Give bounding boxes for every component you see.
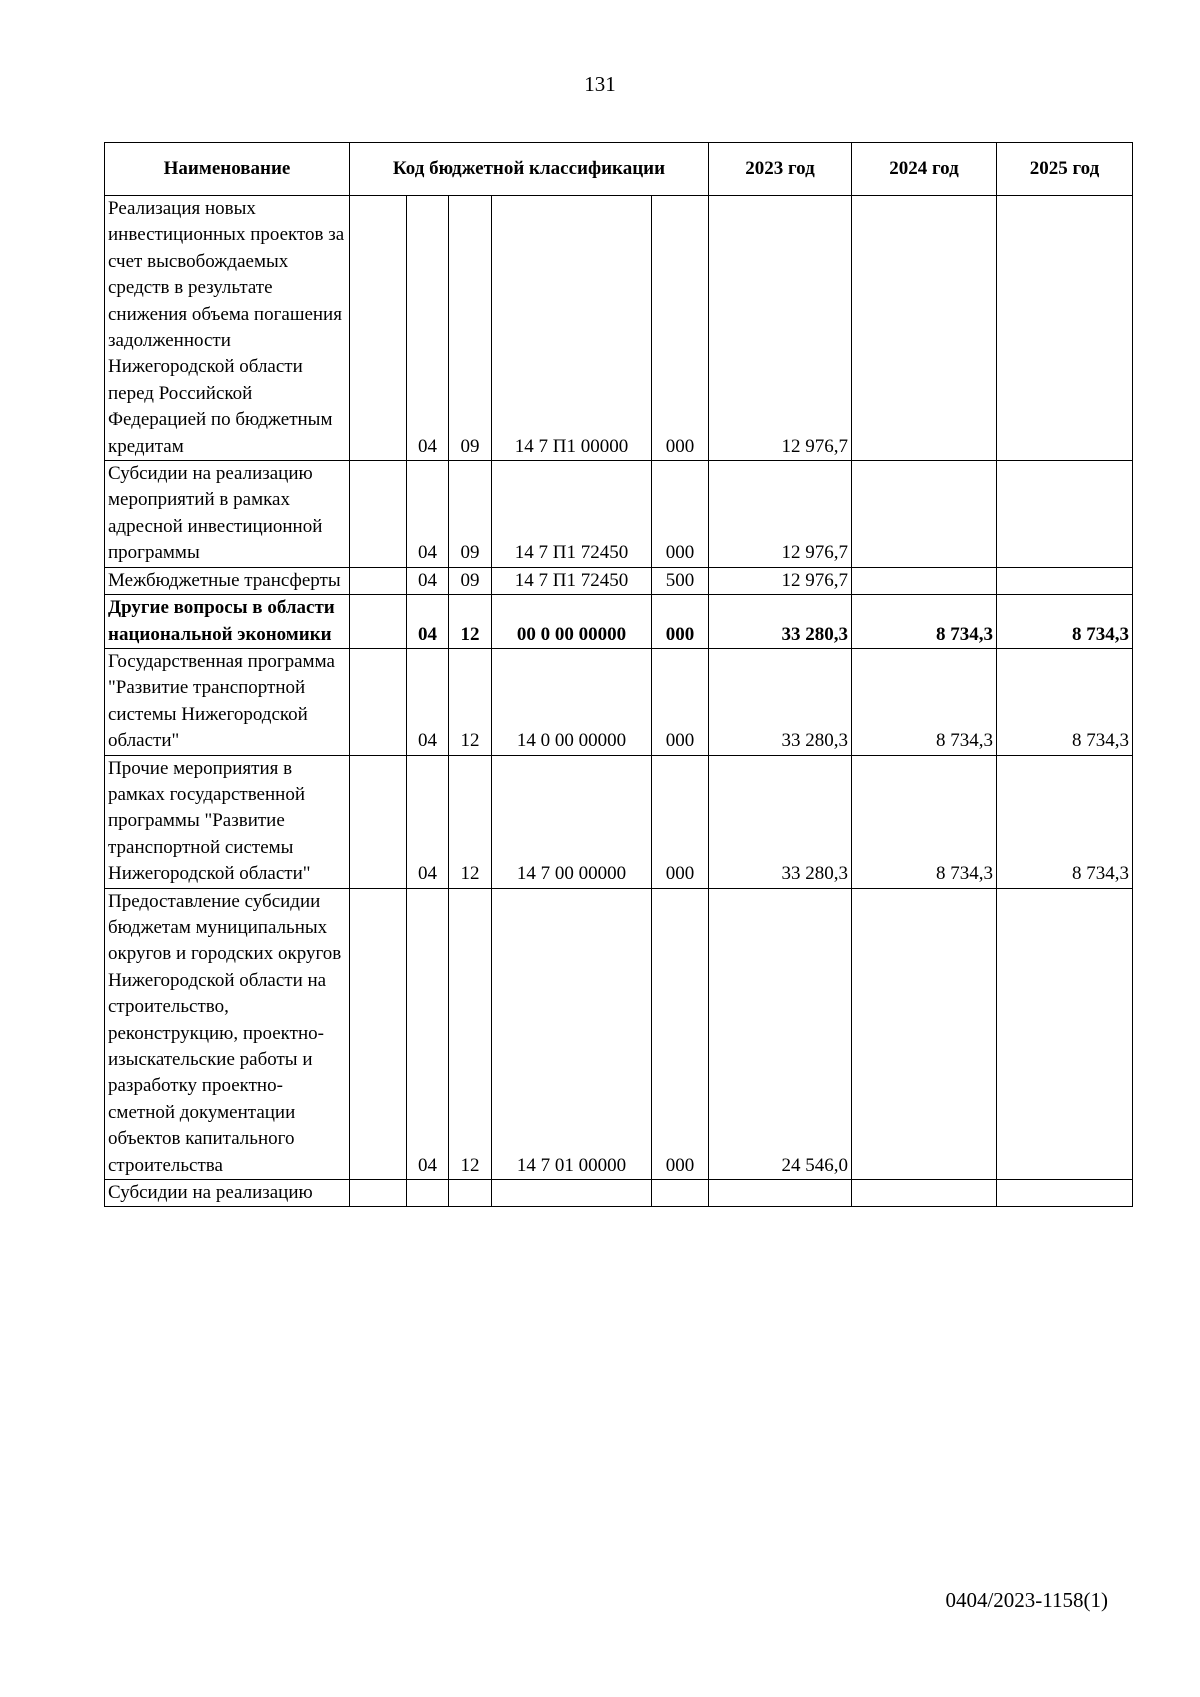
table-row [105, 755, 1133, 888]
value-2023: 33 280,3 [709, 648, 852, 755]
document-id: 0404/2023-1158(1) [945, 1588, 1108, 1612]
code-subsection [449, 1180, 492, 1207]
table-row [105, 196, 1133, 461]
row-name: Другие вопросы в области национальной экономики [105, 595, 350, 649]
code-section [407, 1180, 449, 1207]
table-row [105, 595, 1133, 649]
code-expense-type: 000 [652, 196, 709, 461]
header-code: Код бюджетной классификации [350, 143, 709, 196]
value-2025: 8 734,3 [997, 648, 1133, 755]
code-subsection: 12 [449, 595, 492, 649]
value-2023: 12 976,7 [709, 567, 852, 594]
row-name: Государственная программа "Развитие транспортной системы Нижегородской области" [105, 648, 350, 755]
value-2025: 8 734,3 [997, 595, 1133, 649]
code-section: 04 [407, 755, 449, 888]
code-section: 04 [407, 196, 449, 461]
code-target-article: 14 7 П1 72450 [492, 461, 652, 568]
code-target-article: 14 7 01 00000 [492, 888, 652, 1179]
value-2025: 8 734,3 [997, 755, 1133, 888]
row-name: Межбюджетные трансферты [105, 567, 350, 594]
code-target-article: 14 7 П1 72450 [492, 567, 652, 594]
value-2023: 12 976,7 [709, 461, 852, 568]
value-2024 [852, 1180, 997, 1207]
row-name: Субсидии на реализацию мероприятий в рамках адресной инвестиционной программы [105, 461, 350, 568]
value-2024 [852, 196, 997, 461]
code-col-0 [350, 595, 407, 649]
value-2024: 8 734,3 [852, 755, 997, 888]
value-2024 [852, 567, 997, 594]
header-row [105, 143, 1133, 196]
code-section: 04 [407, 648, 449, 755]
code-section: 04 [407, 567, 449, 594]
table-row [105, 1180, 1133, 1207]
table-row [105, 567, 1133, 594]
code-target-article: 14 7 00 00000 [492, 755, 652, 888]
header-2025: 2025 год [997, 143, 1133, 196]
value-2024: 8 734,3 [852, 648, 997, 755]
code-expense-type: 500 [652, 567, 709, 594]
code-col-0 [350, 648, 407, 755]
row-name: Предоставление субсидии бюджетам муниципальных округов и городских округов Нижегородской области на строительство, реконструкцию, проектно-изыскательские работы и разработку проектно-сметной документации объектов капитального строительства [105, 888, 350, 1179]
page-number: 131 [584, 72, 616, 96]
budget-table [104, 142, 1133, 1207]
value-2023: 33 280,3 [709, 595, 852, 649]
value-2024: 8 734,3 [852, 595, 997, 649]
code-col-0 [350, 461, 407, 568]
value-2025 [997, 1180, 1133, 1207]
value-2024 [852, 888, 997, 1179]
code-target-article: 14 0 00 00000 [492, 648, 652, 755]
code-subsection: 09 [449, 567, 492, 594]
code-section: 04 [407, 888, 449, 1179]
value-2024 [852, 461, 997, 568]
row-name: Прочие мероприятия в рамках государственной программы "Развитие транспортной системы Нижегородской области" [105, 755, 350, 888]
code-col-0 [350, 196, 407, 461]
header-2023: 2023 год [709, 143, 852, 196]
code-section: 04 [407, 595, 449, 649]
value-2025 [997, 461, 1133, 568]
code-expense-type: 000 [652, 648, 709, 755]
value-2023: 33 280,3 [709, 755, 852, 888]
code-col-0 [350, 1180, 407, 1207]
code-target-article: 14 7 П1 00000 [492, 196, 652, 461]
value-2025 [997, 888, 1133, 1179]
value-2023: 24 546,0 [709, 888, 852, 1179]
row-name: Реализация новых инвестиционных проектов за счет высвобождаемых средств в результате снижения объема погашения задолженности Нижегородской области перед Российской Федерацией по бюджетным кредитам [105, 196, 350, 461]
code-expense-type: 000 [652, 595, 709, 649]
value-2025 [997, 196, 1133, 461]
value-2023 [709, 1180, 852, 1207]
code-target-article [492, 1180, 652, 1207]
code-subsection: 12 [449, 888, 492, 1179]
value-2025 [997, 567, 1133, 594]
code-section: 04 [407, 461, 449, 568]
table-row [105, 648, 1133, 755]
table-row [105, 888, 1133, 1179]
code-subsection: 12 [449, 648, 492, 755]
code-col-0 [350, 567, 407, 594]
code-subsection: 09 [449, 461, 492, 568]
code-expense-type: 000 [652, 755, 709, 888]
code-col-0 [350, 755, 407, 888]
header-name: Наименование [105, 143, 350, 196]
table-row [105, 461, 1133, 568]
code-expense-type [652, 1180, 709, 1207]
header-2024: 2024 год [852, 143, 997, 196]
code-expense-type: 000 [652, 888, 709, 1179]
value-2023: 12 976,7 [709, 196, 852, 461]
code-subsection: 09 [449, 196, 492, 461]
code-target-article: 00 0 00 00000 [492, 595, 652, 649]
code-subsection: 12 [449, 755, 492, 888]
code-expense-type: 000 [652, 461, 709, 568]
code-col-0 [350, 888, 407, 1179]
row-name: Субсидии на реализацию [105, 1180, 350, 1207]
